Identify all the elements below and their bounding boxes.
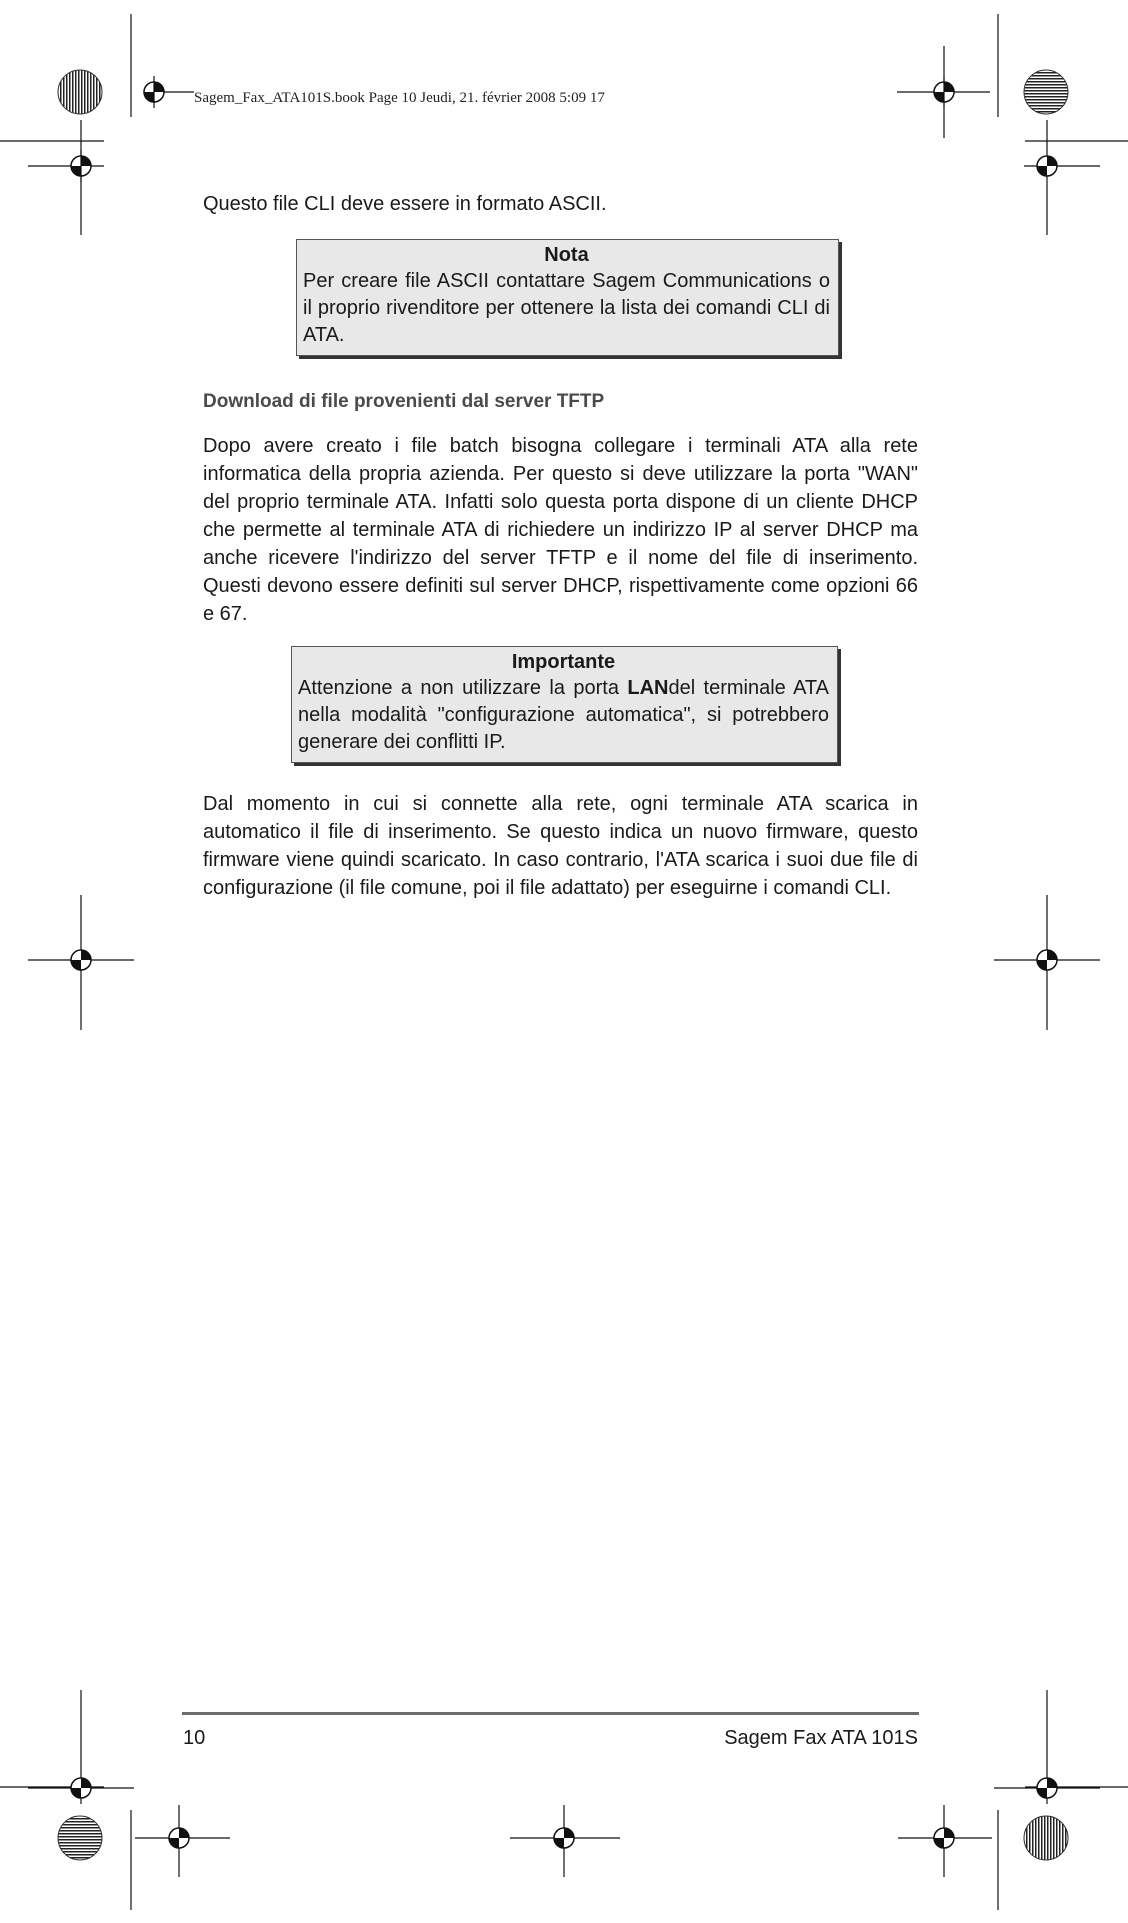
important-text — [298, 675, 829, 756]
note-text: Per creare file ASCII contattare Sagem Communications o il proprio rivenditore per ottenere la lista dei comandi CLI di ATA. — [303, 270, 830, 346]
important-box — [291, 646, 838, 763]
footer-rule — [182, 1712, 919, 1715]
important-text-bold: LAN — [627, 677, 669, 699]
important-title: Importante — [511, 651, 616, 673]
note-box — [296, 239, 839, 356]
print-header-info: Sagem_Fax_ATA101S.book Page 10 Jeudi, 21. février 2008 5:09 17 — [194, 90, 605, 106]
page-content — [203, 190, 918, 902]
intro-paragraph: Questo file CLI deve essere in formato ASCII. — [203, 193, 607, 215]
important-text-after: del terminale ATA nella modalità "configurazione automatica", si potrebbero generare dei conflitti IP. — [298, 677, 829, 753]
footer-title: Sagem Fax ATA 101S — [724, 1727, 918, 1749]
important-text-before: Attenzione a non utilizzare la porta — [298, 677, 628, 699]
body-paragraph-1: Dopo avere creato i file batch bisogna collegare i terminali ATA alla rete informatica della propria azienda. Per questo si deve utilizzare la porta "WAN" del proprio terminale ATA. Infatti solo questa porta dispone di un cliente DHCP che permette al terminale ATA di richiedere un indirizzo IP al server DHCP ma anche ricevere l'indirizzo del server TFTP e il nome del file di inserimento. Questi devono essere definiti sul server DHCP, rispettivamente come opzioni 66 e 67. — [203, 435, 918, 625]
page-number: 10 — [183, 1727, 206, 1749]
note-title: Nota — [544, 244, 589, 266]
body-paragraph-2: Dal momento in cui si connette alla rete, ogni terminale ATA scarica in automatico il file di inserimento. Se questo indica un nuovo firmware, questo firmware viene quindi scaricato. In caso contrario, l'ATA scarica i suoi due file di configurazione (il file comune, poi il file adattato) per eseguirne i comandi CLI. — [203, 793, 918, 899]
section-heading: Download di file provenienti dal server TFTP — [203, 391, 605, 412]
